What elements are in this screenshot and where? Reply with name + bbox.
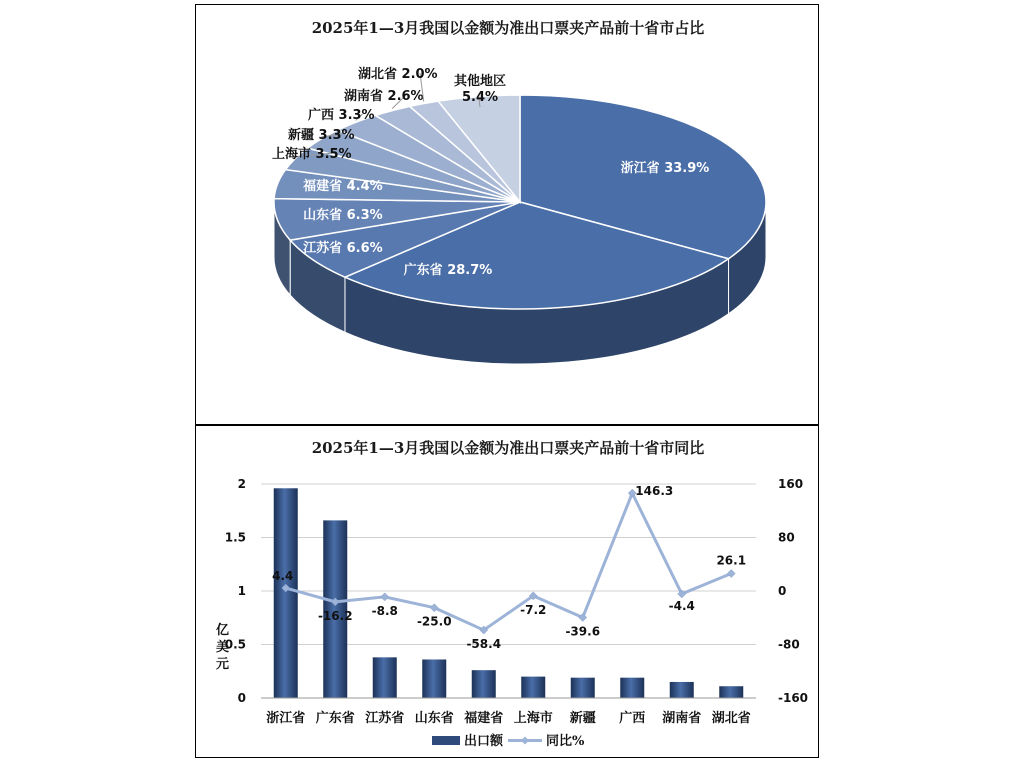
line-data-label: -25.0 bbox=[416, 614, 452, 629]
y-tick-label: 1.5 bbox=[224, 530, 246, 545]
line-data-label: -39.6 bbox=[565, 624, 601, 639]
pie-label-江苏省: 江苏省 6.6% bbox=[303, 241, 383, 256]
pie-label-other-name: 其他地区 bbox=[453, 74, 507, 89]
pie-chart-title: 2025年1—3月我国以金额为准出口票夹产品前十省市占比 bbox=[311, 19, 705, 37]
y2-tick-label: 80 bbox=[778, 530, 795, 545]
bar-湖北省 bbox=[719, 686, 743, 698]
bar-line-chart bbox=[196, 426, 820, 759]
x-tick-label: 上海市 bbox=[513, 711, 553, 726]
x-tick-label: 山东省 bbox=[414, 711, 454, 726]
gridlines bbox=[225, 477, 808, 705]
y-axis-label: 亿美元 bbox=[216, 623, 230, 672]
pie-chart-panel bbox=[195, 4, 819, 425]
legend-label-line: 同比% bbox=[546, 734, 585, 749]
pie-label-新疆: 新疆 3.3% bbox=[288, 128, 355, 143]
bar-江苏省 bbox=[373, 657, 397, 698]
y2-tick-label: -160 bbox=[778, 691, 809, 705]
line-path bbox=[286, 493, 732, 630]
pie-label-other-value: 5.4% bbox=[461, 90, 499, 105]
bar-浙江省 bbox=[274, 488, 298, 698]
line-data-label: -8.8 bbox=[371, 603, 398, 618]
y2-tick-label: -80 bbox=[778, 637, 800, 652]
line-data-label: -16.2 bbox=[317, 608, 353, 623]
bar-line-chart-panel bbox=[195, 425, 819, 758]
x-tick-labels bbox=[266, 710, 751, 726]
bar-chart-title: 2025年1—3月我国以金额为准出口票夹产品前十省市同比 bbox=[311, 439, 705, 457]
bar-series bbox=[274, 488, 747, 698]
bar-湖南省 bbox=[670, 682, 694, 698]
x-tick-label: 湖南省 bbox=[662, 711, 702, 726]
x-tick-label: 广西 bbox=[619, 711, 646, 726]
line-data-label: 146.3 bbox=[635, 484, 674, 499]
pie-label-浙江省: 浙江省 33.9% bbox=[620, 161, 710, 176]
bar-福建省 bbox=[472, 670, 496, 698]
x-tick-label: 浙江省 bbox=[266, 711, 306, 726]
y-tick-label: 1 bbox=[237, 584, 246, 598]
bar-广西 bbox=[620, 678, 644, 698]
x-tick-label: 新疆 bbox=[569, 711, 596, 726]
y-tick-label: 0.5 bbox=[224, 637, 246, 652]
y-tick-label: 0 bbox=[237, 691, 246, 705]
pie-label-广西: 广西 3.3% bbox=[308, 108, 375, 123]
line-data-label: -58.4 bbox=[466, 637, 502, 652]
line-data-label: -7.2 bbox=[520, 602, 547, 617]
x-tick-label: 江苏省 bbox=[365, 711, 405, 726]
bar-上海市 bbox=[521, 677, 545, 698]
y-tick-label: 2 bbox=[237, 477, 246, 491]
line-data-label: 4.4 bbox=[272, 569, 294, 584]
legend-label-bar: 出口额 bbox=[464, 734, 504, 749]
pie-chart bbox=[196, 5, 820, 426]
y2-tick-label: 0 bbox=[778, 584, 787, 598]
y2-tick-label: 160 bbox=[778, 477, 804, 491]
x-tick-label: 广东省 bbox=[315, 711, 355, 726]
legend bbox=[432, 733, 585, 749]
line-point-江苏省 bbox=[381, 593, 389, 601]
line-data-label: 26.1 bbox=[716, 553, 747, 568]
line-data-label: -4.4 bbox=[668, 598, 695, 613]
pie-label-上海市: 上海市 3.5% bbox=[272, 147, 352, 162]
pie-label-湖南省: 湖南省 2.6% bbox=[344, 89, 424, 104]
legend-swatch-bar bbox=[432, 736, 460, 745]
pie-label-广东省: 广东省 28.7% bbox=[403, 263, 493, 278]
pie-label-湖北省: 湖北省 2.0% bbox=[358, 67, 438, 82]
bar-山东省 bbox=[422, 659, 446, 698]
pie-label-福建省: 福建省 4.4% bbox=[303, 179, 383, 194]
x-tick-label: 福建省 bbox=[464, 711, 504, 726]
bar-新疆 bbox=[571, 678, 595, 698]
pie-label-山东省: 山东省 6.3% bbox=[303, 208, 383, 223]
line-point-湖北省 bbox=[727, 570, 735, 578]
legend-marker-line bbox=[521, 737, 529, 745]
x-tick-label: 湖北省 bbox=[711, 711, 751, 726]
